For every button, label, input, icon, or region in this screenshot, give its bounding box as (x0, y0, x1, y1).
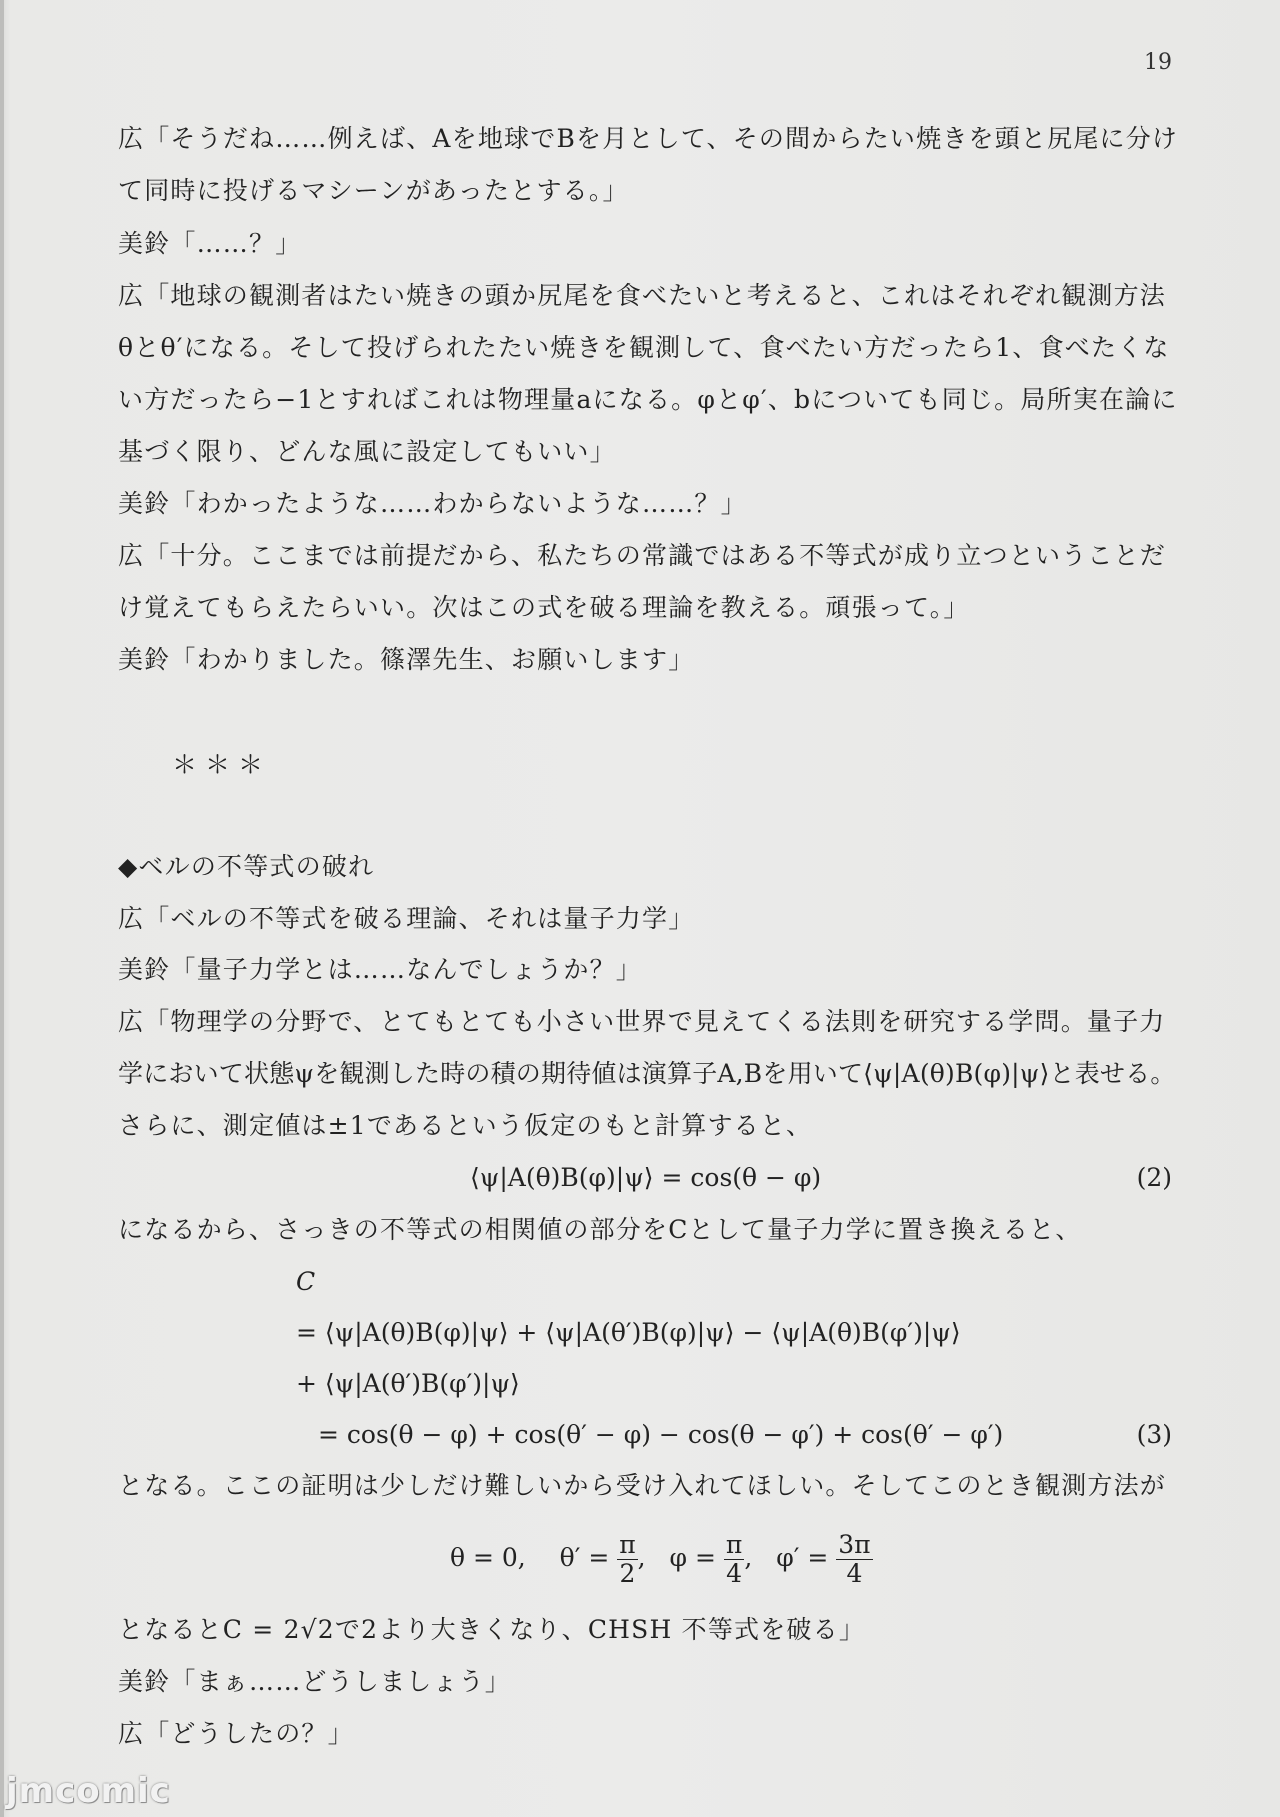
equation-3-line: + ⟨ψ|A(θ′)B(φ′)|ψ⟩ (296, 1369, 520, 1398)
equation-2: ⟨ψ|A(θ)B(φ)|ψ⟩ = cos(θ − φ) (470, 1163, 822, 1192)
text-line: 美鈴「量子力学とは……なんでしょうか？」 (118, 955, 643, 984)
text-line: となるとC = 2√2で2より大きくなり、CHSH 不等式を破る」 (118, 1615, 866, 1644)
text-line: い方だったら−1とすればこれは物理量aになる。φとφ′、bについても同じ。局所実在論に (118, 385, 1178, 414)
section-heading: ◆ベルの不等式の破れ (118, 852, 375, 881)
equation-4: θ = 0, θ′ = $\frac{\pi}{2}$ , φ = $\frac{\pi}{4}$ , φ′ = $\frac{3\pi}{4}$ (450, 1530, 871, 1588)
scene-separator: ＊＊＊ (172, 750, 272, 779)
text-line: 美鈴「まぁ……どうしましょう」 (118, 1667, 512, 1696)
text-line: さらに、測定値は±1であるという仮定のもと計算すると、 (118, 1111, 813, 1140)
equation-3-line: = ⟨ψ|A(θ)B(φ)|ψ⟩ + ⟨ψ|A(θ′)B(φ)|ψ⟩ − ⟨ψ|A(θ)B(φ′)|ψ⟩ (296, 1318, 961, 1347)
text-line: 美鈴「わかりました。篠澤先生、お願いします」 (118, 645, 695, 674)
text-line: 学において状態ψを観測した時の積の期待値は演算子A,Bを用いて⟨ψ|A(θ)B(φ)|ψ⟩と表せる。 (118, 1059, 1176, 1088)
text-line: 広「物理学の分野で、とてもとても小さい世界で見えてくる法則を研究する学問。量子力 (118, 1007, 1166, 1036)
text-line: θとθ′になる。そして投げられたたい焼きを観測して、食べたい方だったら1、食べたくな (118, 333, 1170, 362)
phi-label: φ = (669, 1543, 716, 1572)
text-line: 広「そうだね……例えば、Aを地球でBを月として、その間からたい焼きを頭と尻尾に分け (118, 124, 1179, 153)
text-line: になるから、さっきの不等式の相関値の部分をCとして量子力学に置き換えると、 (118, 1215, 1082, 1244)
fraction: $\frac{3\pi}{4}$ (838, 1530, 871, 1588)
text-line: 美鈴「わかったような……わからないような……？」 (118, 489, 747, 518)
text-line: 基づく限り、どんな風に設定してもいい」 (118, 437, 616, 466)
text-line: て同時に投げるマシーンがあったとする。」 (118, 176, 629, 205)
text-line: 広「地球の観測者はたい焼きの頭か尻尾を食べたいと考えると、これはそれぞれ観測方法 (118, 281, 1167, 310)
page-gutter-shadow (0, 0, 4, 1817)
site-watermark-logo: jmcomic (6, 1771, 171, 1811)
theta-value: θ = 0, (450, 1543, 526, 1572)
phi-prime-label: φ′ = (776, 1543, 829, 1572)
text-line: け覚えてもらえたらいい。次はこの式を破る理論を教える。頑張って。」 (118, 593, 970, 622)
equation-number: (3) (1136, 1420, 1172, 1449)
text-line: となる。ここの証明は少しだけ難しいから受け入れてほしい。そしてこのとき観測方法が (118, 1471, 1167, 1500)
page-number: 19 (1144, 50, 1172, 75)
text-line: 美鈴「……？」 (118, 229, 302, 258)
text-line: 広「十分。ここまでは前提だから、私たちの常識ではある不等式が成り立つということだ (118, 541, 1167, 570)
equation-3-line: = cos(θ − φ) + cos(θ′ − φ) − cos(θ − φ′) + cos(θ′ − φ′) (318, 1420, 1004, 1449)
equation-3-line: C (296, 1267, 316, 1296)
text-line: 広「どうしたの？」 (118, 1719, 354, 1748)
text-line: 広「ベルの不等式を破る理論、それは量子力学」 (118, 904, 695, 933)
theta-prime-label: θ′ = (559, 1543, 610, 1572)
fraction: $\frac{\pi}{2}$ (619, 1530, 636, 1588)
equation-number: (2) (1136, 1163, 1172, 1192)
fraction: $\frac{\pi}{4}$ (725, 1530, 743, 1588)
